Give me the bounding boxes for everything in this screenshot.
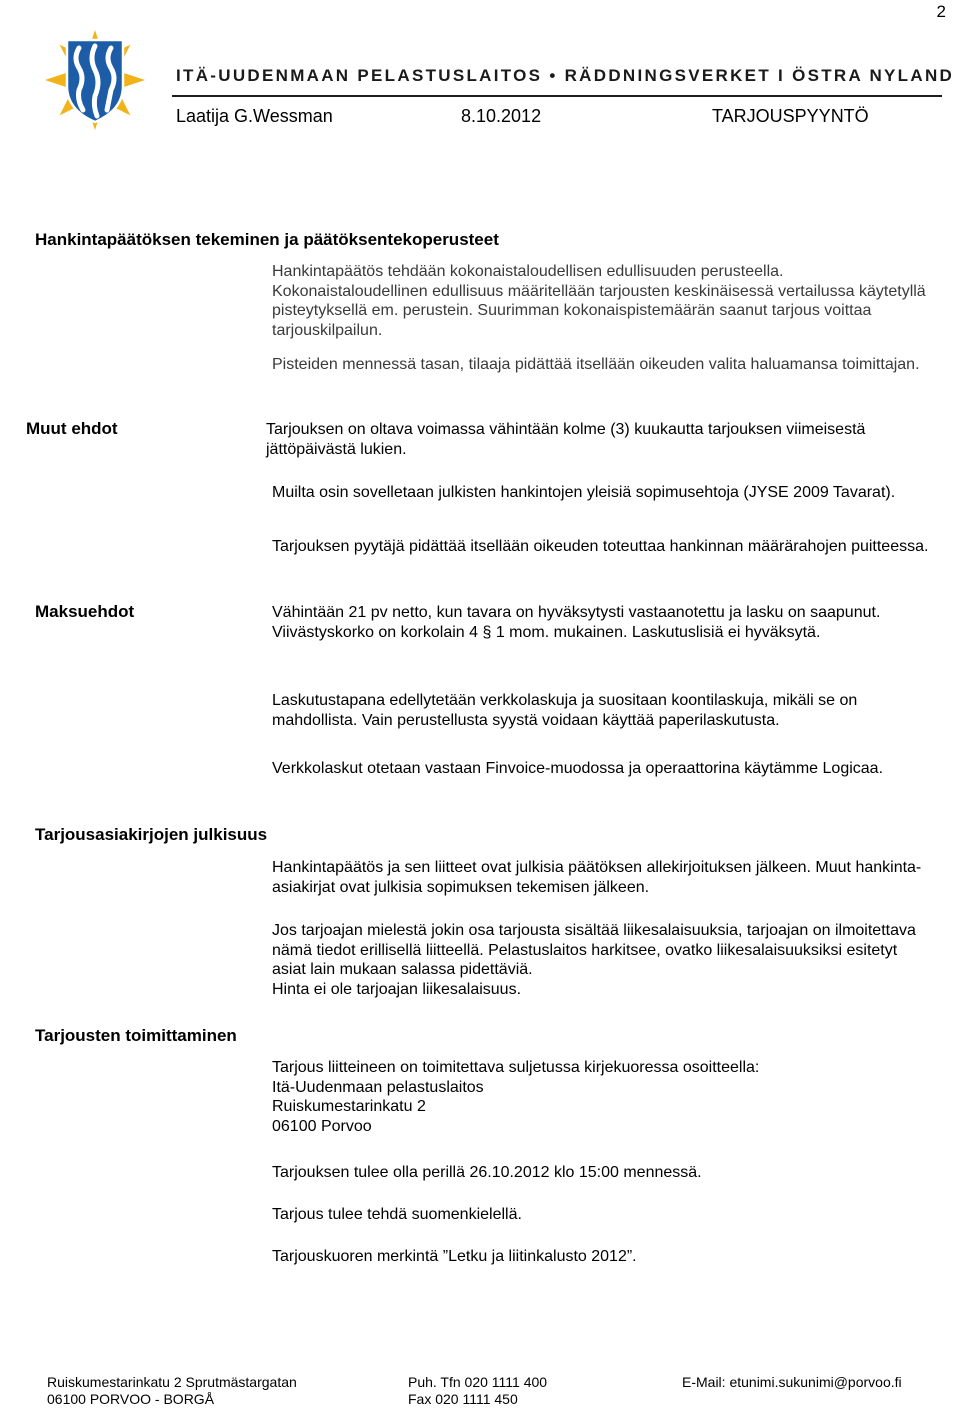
other-terms-paragraph-1: Tarjouksen on oltava voimassa vähintään kolme (3) kuukautta tarjouksen viimeisestä jättöpäivästä lukien. <box>266 421 866 458</box>
other-terms-paragraph-3: Tarjouksen pyytäjä pidättää itsellään oikeuden toteuttaa hankinnan määrärahojen puitteessa. <box>272 538 929 555</box>
document-date: 8.10.2012 <box>461 106 542 126</box>
page-number: 2 <box>936 2 946 21</box>
public-paragraph-3: Hinta ei ole tarjoajan liikesalaisuus. <box>272 980 522 998</box>
footer-contact <box>408 1374 547 1408</box>
payment-paragraph-4: Verkkolaskut otetaan vastaan Finvoice-muodossa ja operaattorina käytämme Logicaa. <box>272 760 884 777</box>
envelope-marking: Tarjouskuoren merkintä ”Letku ja liitinkalusto 2012”. <box>272 1248 637 1265</box>
payment-terms-label: Maksuehdot <box>35 602 135 621</box>
delivery-label: Tarjousten toimittaminen <box>35 1026 237 1045</box>
document-type: TARJOUSPYYNTÖ <box>712 106 869 126</box>
public-paragraph-1: Hankintapäätös ja sen liitteet ovat julkisia päätöksen allekirjoituksen jälkeen. Muut hankinta-asiakirjat ovat julkisia sopimuksen tekemisen jälkeen. <box>272 859 922 896</box>
other-terms-label: Muut ehdot <box>26 419 118 438</box>
footer-address <box>47 1374 297 1408</box>
header-divider <box>172 95 942 97</box>
footer-fax: Fax 020 1111 450 <box>408 1391 518 1407</box>
address-line-3: 06100 Porvoo <box>272 1117 372 1135</box>
payment-paragraph-1: Vähintään 21 pv netto, kun tavara on hyväksytysti vastaanotettu ja lasku on saapunut. <box>272 604 881 621</box>
payment-paragraph-3: Laskutustapana edellytetään verkkolaskuja ja suositaan koontilaskuja, mikäli se on mahdollista. Vain perustellusta syystä voidaan käyttää paperilaskutusta. <box>272 692 858 729</box>
footer-address-line-2: 06100 PORVOO - BORGÅ <box>47 1391 215 1407</box>
address-line-1: Itä-Uudenmaan pelastuslaitos <box>272 1078 484 1096</box>
decision-paragraph-1: Hankintapäätös tehdään kokonaistaloudellisen edullisuuden perusteella. Kokonaistaloudellinen edullisuus määritellään tarjousten keskinäisessä vertailussa käytetyllä pisteytyksellä em. perustein. Suurimman kokonaispistemäärän saanut tarjous voittaa tarjouskilpailun. <box>272 263 926 339</box>
fire-rescue-star-emblem-icon <box>43 2 147 156</box>
footer-email: E-Mail: etunimi.sukunimi@porvoo.fi <box>682 1374 902 1390</box>
decision-paragraph-2: Pisteiden mennessä tasan, tilaaja pidättää itsellään oikeuden valita haluamansa toimittajan. <box>272 356 920 373</box>
public-paragraph-2: Jos tarjoajan mielestä jokin osa tarjousta sisältää liikesalaisuuksia, tarjoajan on ilmoitettava nämä tiedot erillisellä liitteellä. Pelastuslaitos harkitsee, ovatko liikesalaisuuksiksi esitetyt asiat lain mukaan salassa pidettäviä. <box>272 922 916 978</box>
footer-address-line-1: Ruiskumestarinkatu 2 Sprutmästargatan <box>47 1374 297 1390</box>
address-line-2: Ruiskumestarinkatu 2 <box>272 1098 426 1115</box>
delivery-address-block <box>272 1058 942 1136</box>
public-text <box>272 921 922 999</box>
delivery-paragraph-1: Tarjous liitteineen on toimitettava suljetussa kirjekuoressa osoitteella: <box>272 1059 760 1076</box>
payment-terms-text <box>272 603 912 642</box>
decision-text <box>272 262 942 375</box>
organization-name: ITÄ-UUDENMAAN PELASTUSLAITOS • RÄDDNINGSVERKET I ÖSTRA NYLAND <box>176 66 955 85</box>
delivery-deadline: Tarjouksen tulee olla perillä 26.10.2012 klo 15:00 mennessä. <box>272 1164 702 1181</box>
footer-phone: Puh. Tfn 020 1111 400 <box>408 1374 548 1390</box>
author: Laatija G.Wessman <box>176 106 333 126</box>
payment-paragraph-2: Viivästyskorko on korkolain 4 § 1 mom. mukainen. Laskutuslisiä ei hyväksytä. <box>272 623 821 641</box>
public-documents-label: Tarjousasiakirjojen julkisuus <box>35 825 268 844</box>
decision-section-title: Hankintapäätöksen tekeminen ja päätöksentekoperusteet <box>35 230 499 249</box>
delivery-language: Tarjous tulee tehdä suomenkielellä. <box>272 1206 522 1223</box>
other-terms-paragraph-2: Muilta osin sovelletaan julkisten hankintojen yleisiä sopimusehtoja (JYSE 2009 Tavarat). <box>272 484 896 501</box>
